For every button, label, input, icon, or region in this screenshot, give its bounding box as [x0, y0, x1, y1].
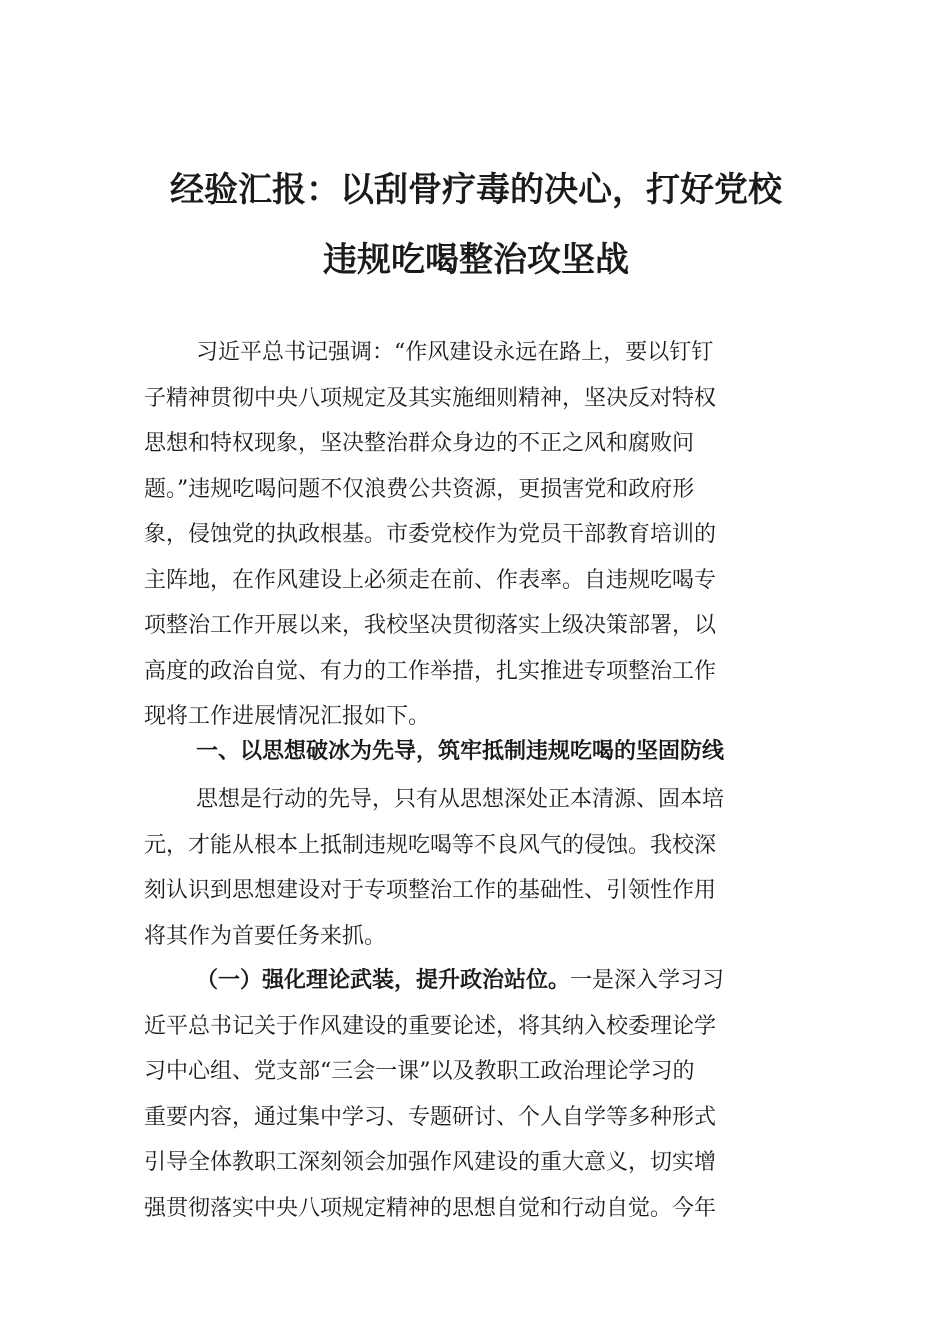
paragraph-line: 强贯彻落实中央八项规定精神的思想自觉和行动自觉。今年 [144, 1195, 717, 1221]
paragraph-line: 引导全体教职工深刻领会加强作风建设的重大意义，切实增 [144, 1150, 717, 1175]
paragraph-line: 项整治工作开展以来，我校坚决贯彻落实上级决策部署，以 [144, 613, 717, 638]
subsection-lead: （一）强化理论武装，提升政治站位。 [196, 967, 571, 993]
paragraph-line: 思想和特权现象，坚决整治群众身边的不正之风和腐败问 [144, 431, 695, 456]
document-title-line-2: 违规吃喝整治攻坚战 [323, 240, 629, 280]
document-title-line-1: 经验汇报：以刮骨疗毒的决心，打好党校 [170, 170, 782, 210]
paragraph-line: 子精神贯彻中央八项规定及其实施细则精神，坚决反对特权 [144, 385, 717, 411]
paragraph-line: 现将工作进展情况汇报如下。 [144, 704, 431, 729]
subsection-lead-rest: 一是深入学习习 [570, 968, 725, 993]
paragraph-line: 重要内容，通过集中学习、专题研讨、个人自学等多种形式 [144, 1104, 717, 1130]
paragraph-line: 刻认识到思想建设对于专项整治工作的基础性、引领性作用 [144, 878, 717, 903]
paragraph-line: 主阵地，在作风建设上必须走在前、作表率。自违规吃喝专 [144, 567, 717, 593]
paragraph-line: 象，侵蚀党的执政根基。市委党校作为党员干部教育培训的 [144, 522, 717, 547]
paragraph-subsection-1 [144, 958, 808, 1231]
paragraph-line: 思想是行动的先导，只有从思想深处正本清源、固本培 [196, 787, 725, 812]
paragraph-line: 习近平总书记强调：“作风建设永远在路上，要以钉钉 [196, 340, 714, 365]
paragraph-line-first [144, 958, 808, 1004]
paragraph-line: 习中心组、党支部“三会一课”以及教职工政治理论学习的 [144, 1059, 695, 1084]
paragraph-line: 将其作为首要任务来抓。 [144, 923, 387, 949]
paragraph-section-1 [144, 777, 808, 959]
paragraph-line: 高度的政治自觉、有力的工作举措，扎实推进专项整治工作 [144, 658, 717, 684]
paragraph-line: 题。”违规吃喝问题不仅浪费公共资源，更损害党和政府形 [144, 476, 695, 502]
paragraph-line: 近平总书记关于作风建设的重要论述，将其纳入校委理论学 [144, 1013, 717, 1039]
paragraph-line: 元，才能从根本上抵制违规吃喝等不良风气的侵蚀。我校深 [144, 832, 717, 858]
paragraph-intro [144, 330, 808, 740]
section-heading-1: 一、以思想破冰为先导，筑牢抵制违规吃喝的坚固防线 [196, 739, 725, 764]
